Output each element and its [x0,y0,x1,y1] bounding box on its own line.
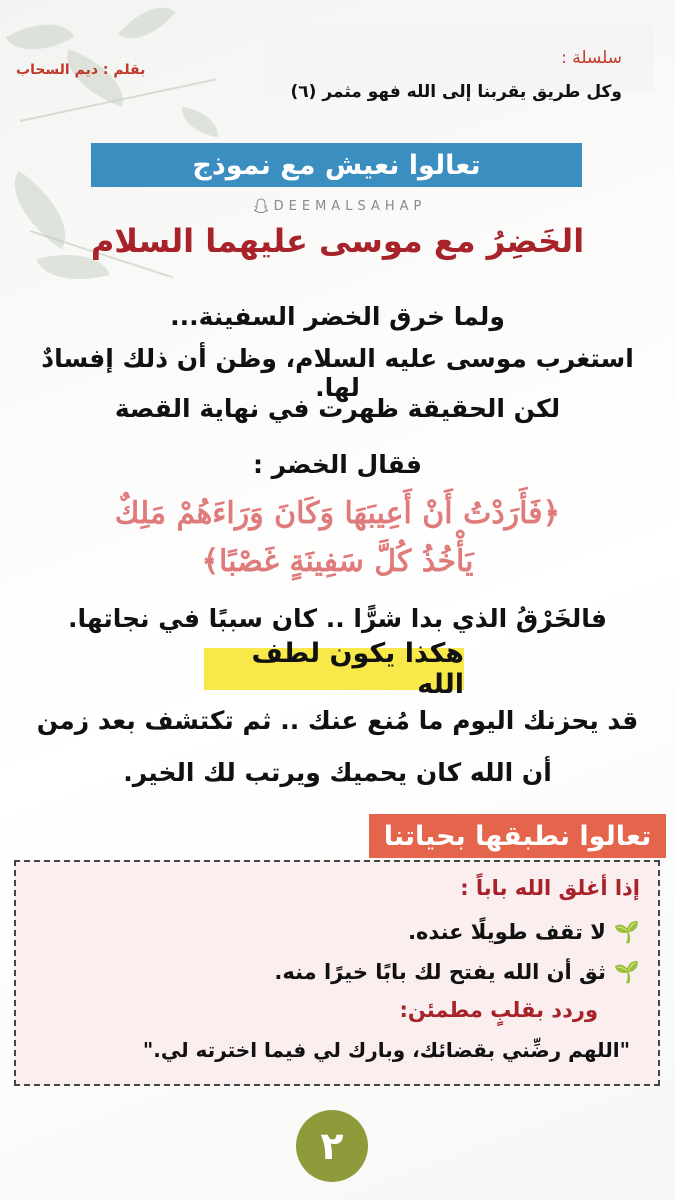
sprout-icon: 🌱 [613,960,640,984]
sprout-icon: 🌱 [613,920,640,944]
highlight-text: هكذا يكون لطف الله [204,648,464,690]
story-title: الخَضِرُ مع موسى عليهما السلام [90,222,585,260]
series-subtitle: وكل طريق يقربنا إلى الله فهو مثمر (٦) [290,82,622,102]
quran-verse-line: ﴿فَأَرَدْتُ أَنْ أَعِيبَهَا وَكَانَ وَرَاءَهُمْ مَلِكٌ [114,496,561,531]
closing-line: قد يحزنك اليوم ما مُنع عنك .. ثم تكتشف بعد زمن [36,706,639,735]
page-number-badge: ٢ [296,1110,368,1182]
series-header [268,24,654,102]
story-line: استغرب موسى عليه السلام، وظن أن ذلك إفسادٌ لها. [41,344,634,402]
quran-verse-line: يَأْخُذُ كُلَّ سَفِينَةٍ غَصْبًا﴾ [201,544,474,579]
story-line: فقال الخضر : [252,450,422,479]
story-line: ولما خرق الخضر السفينة... [170,302,505,331]
closing-line: أن الله كان يحميك ويرتب لك الخير. [123,758,552,787]
apply-item [408,920,640,945]
story-line: لكن الحقيقة ظهرت في نهاية القصة [114,394,561,423]
application-box [14,860,660,1086]
banner-bottom: تعالوا نطبقها بحياتنا [369,814,666,858]
snapchat-ghost-icon [254,198,268,214]
author-credit: بقلم : ديم السحاب [16,62,146,78]
watermark [210,196,470,216]
series-label: سلسلة : [561,48,622,68]
apply-heading: إذا أغلق الله باباً : [460,876,640,900]
apply-item-text: ثق أن الله يفتح لك بابًا خيرًا منه. [274,960,606,984]
apply-sub-heading: وردد بقلبٍ مطمئن: [399,998,598,1022]
banner-top: تعالوا نعيش مع نموذج [91,143,582,187]
watermark-text: DEEMALSAHAP [273,198,427,214]
apply-item [274,960,640,985]
apply-item-text: لا تقف طويلًا عنده. [408,920,606,944]
lesson-line: فالخَرْقُ الذي بدا شرًّا .. كان سببًا في نجاتها. [68,604,607,633]
dua-text: "اللهم رضِّني بقضائك، وبارك لي فيما اخترته لي." [142,1038,630,1062]
